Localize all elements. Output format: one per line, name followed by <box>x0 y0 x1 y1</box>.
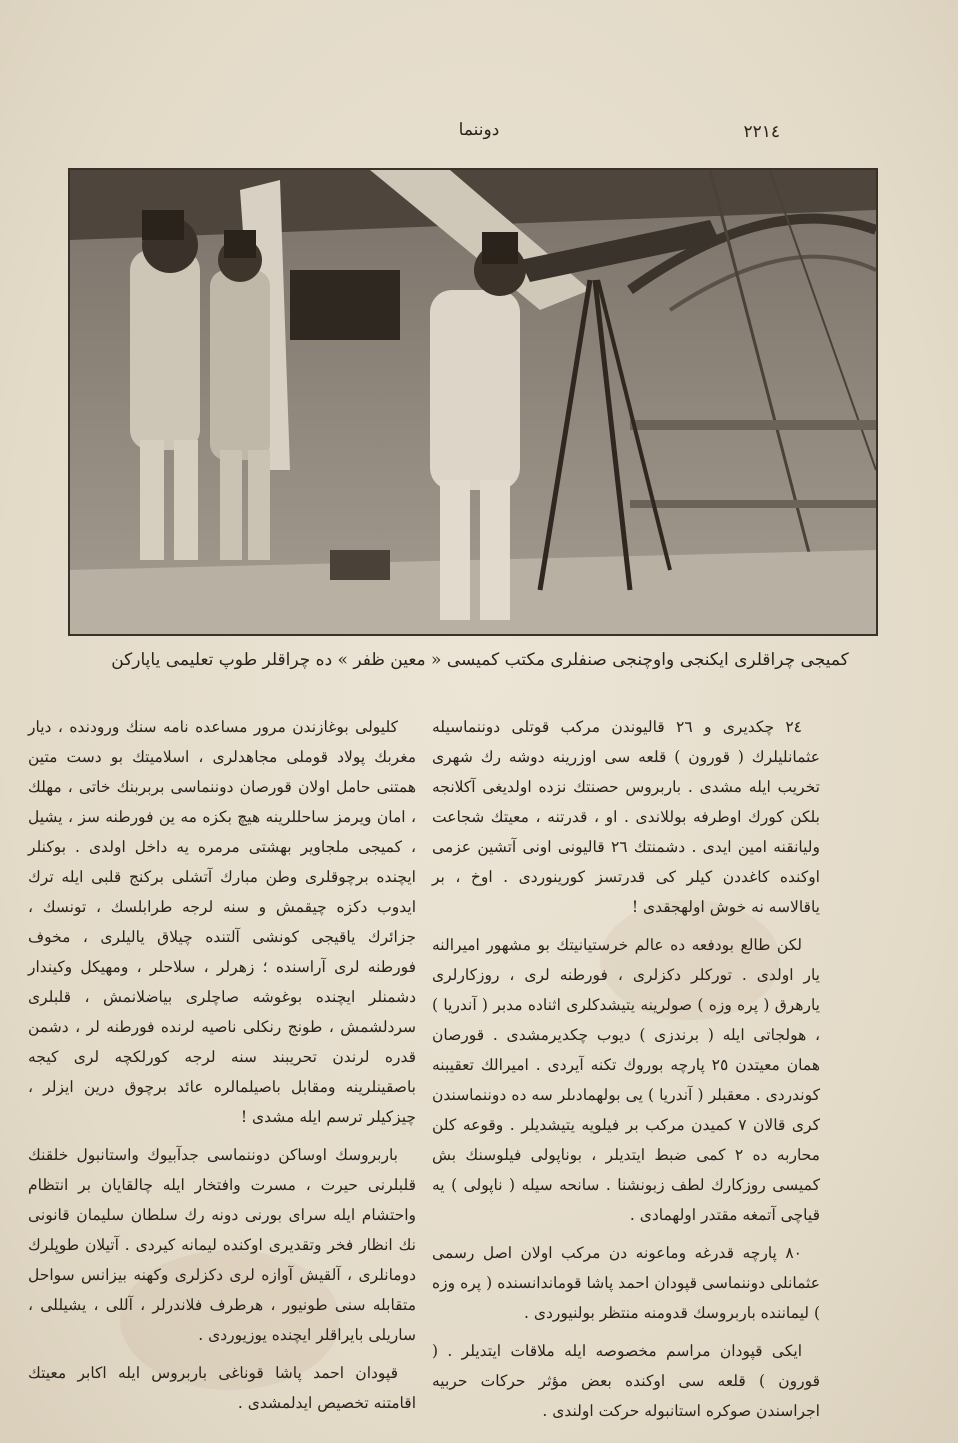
photograph <box>68 168 878 636</box>
photo-caption: كميجى چراقلرى ايكنجى واوچنجى صنفلرى مكتب كميسى « معين ظفر » ده چراقلر طوپ تعليمى ياپاركن <box>111 650 849 670</box>
gun-mount <box>290 270 400 340</box>
paragraph: ٢٤ چكديرى و ٢٦ قاليوندن مركب قوتلى دوننماسيله عثمانليلرك ( قورون ) قلعه سى اوزرينه دوشه رك شهرى تخريب ايله مشدى . باربروس حصنتك نزده اولديغى آكلانجه بلكن كورك اوطرفه بوللاندى . او ، قدرتنه ، معيتك شجاعت وليانقنه امين ايدى . دشمنتك ٢٦ قاليونى اونى آتشين عزمى اوكنده كاغددن كيلر كى قدرتسز كورينوردى . اوخ ، بر ياقالاسه نه خوش اولهجقدى ! <box>432 718 820 916</box>
paragraph: باربروسك اوساكن دوننماسى جدآبيوك واستانبول خلقنك قلبلرنى حيرت ، مسرت وافتخار ايله چالقايان بر انتظام واحتشام ايله سراى بورنى دونه رك سلطان سليمان قانونى نك انظار فخر وتقديرى اوكنده ليمانه كيردى . آتيلان طوپلرك دومانلرى ، آلقيش آوازه لرى دكزلرى وكهنه بيزانس سواحل متقابله سنى طونيور ، هرطرف فلاندرلر ، آللى ، يشيللى ، ساريلى بايراقلر ايچنده يوزيوردى . <box>28 1146 416 1344</box>
paragraph: ايكى قپودان مراسم مخصوصه ايله ملاقات ايتديلر . ( قورون ) قلعه سى اوكنده بعض مؤثر حركات حربيه اجراسندن صوكره استانبوله حركت اولندى . <box>432 1342 820 1420</box>
running-title: دوننما <box>458 120 500 140</box>
photograph-illustration <box>70 170 876 634</box>
paragraph: قپودان احمد پاشا قوناغى باربروس ايله اكابر معيتك اقامتنه تخصيص ايدلمشدى . <box>28 1364 416 1412</box>
page-header <box>0 118 958 148</box>
text-column-right <box>432 712 820 1434</box>
paragraph: كليولى بوغازندن مرور مساعده نامه سنك ورودنده ، ديار مغربك پولاد قوملى مجاهدلرى ، اسلاميتك بو دست متين همتنى حامل اولان قورصان دوننماسى بربربنك خاتى ، مهلك ، امان ويرمز ساحللرينه هيچ بكزه مه ين فورطنه سز ، يشيل ، كميجى ملجاوير بهشتى مرمره يه داخل اولدى . بوكنلر ايچنده برچوقلرى وطن مبارك آتشلى بركنج قلبى ايله ترك ايدوب دكزه چيقمش و سنه لرجه طرابلسك ، تونسك ، جزائرك ياقيجى كونشى آلتنده چيلاق ياليلرى ، مخوف فورطنه لرى آراسنده ؛ زهرلر ، سلاحلر ، ومهيكل وكيندار دشمنلر ايچنده بوغوشه صاچلرى بياضلانمش ، قلبلرى سردلشمش ، طونج رنكلى ناصيه لرنده فورطنه لر ، دشمن قدره لرندن تحريبند سنه لرجه كورلكچه لرى كيجه باصقينلرينه ومقابل باصيلمالره عائد برچوق درين ايزلر ، چيزكيلر ترسم ايله مشدى ! <box>28 718 416 1126</box>
paragraph: لكن طالع بودفعه ده عالم خرستيانيتك بو مشهور اميرالنه يار اولدى . توركلر دكزلرى ، فورطنه لرى ، روزكارلرى يارهرق ( پره وزه ) صولرينه يتيشدكلرى اثناده مدبر ( آندريا ) ، هولجاتى ايله ( برندزى ) ديوب چكديرمشدى . قورصان همان معيتدن ٢٥ پارچه بوروك تكنه آيردى . اميرالك تعقيبنه كوندردى . معقبلر ( آندريا ) يى بولهمادىلر سه ده دوننماسندن كرى قالان ٧ كميدن مركب بر فيلويه يتيشديلر . وقوعه كلن محاربه ده ٢ كمى ضبط ايتديلر ، بوناپولى فيلوسنك بش كميسى روزكارك لطف زبونشنا . سانحه سيله ( ناپولى ) يه قياچى آتمغه مقتدر اولهمادى . <box>432 936 820 1224</box>
paragraph: ٨٠ پارچه قدرغه وماعونه دن مركب اولان اصل رسمى عثمانلى دوننماسى قپودان احمد پاشا قوماندانسنده ( پره وزه ) ليماننده باربروسك قدومنه منتظر بولنيوردى . <box>432 1244 820 1322</box>
page-number: ٢٢١٤ <box>743 122 780 142</box>
text-column-left <box>28 712 416 1426</box>
